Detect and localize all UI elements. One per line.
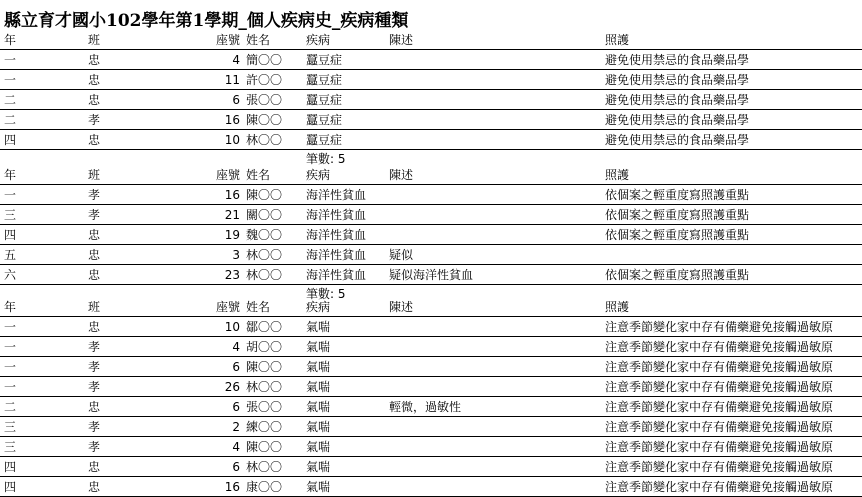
record-section	[0, 165, 862, 303]
record-section	[0, 297, 862, 497]
cell-care: 依個案之輕重度寫照護重點	[605, 268, 750, 282]
cell-class: 忠	[88, 73, 101, 87]
cell-class: 忠	[88, 53, 101, 67]
cell-disease: 氣喘	[306, 320, 331, 334]
cell-care: 注意季節變化家中存有備藥避免接觸過敏原	[605, 480, 834, 494]
cell-disease: 海洋性貧血	[306, 188, 367, 202]
header-disease: 疾病	[306, 300, 331, 314]
cell-class: 忠	[88, 93, 101, 107]
cell-name: 林〇〇	[246, 460, 283, 474]
cell-disease: 海洋性貧血	[306, 228, 367, 242]
cell-name: 張〇〇	[246, 93, 283, 107]
cell-disease: 氣喘	[306, 420, 331, 434]
table-row	[0, 90, 862, 110]
table-row	[0, 185, 862, 205]
cell-name: 許〇〇	[246, 73, 283, 87]
column-header-row	[0, 165, 862, 185]
cell-care: 避免使用禁忌的食品藥品學	[605, 133, 750, 147]
cell-seat: 19	[224, 228, 240, 242]
cell-name: 林〇〇	[246, 133, 283, 147]
table-row	[0, 377, 862, 397]
table-row	[0, 50, 862, 70]
table-row	[0, 205, 862, 225]
cell-name: 練〇〇	[246, 420, 283, 434]
cell-disease: 海洋性貧血	[306, 248, 367, 262]
cell-disease: 氣喘	[306, 440, 331, 454]
cell-seat: 11	[224, 73, 240, 87]
cell-name: 鄒〇〇	[246, 320, 283, 334]
cell-grade: 一	[4, 380, 17, 394]
cell-class: 忠	[88, 400, 101, 414]
cell-care: 依個案之輕重度寫照護重點	[605, 188, 750, 202]
table-row	[0, 337, 862, 357]
header-seat: 座號	[215, 168, 240, 182]
cell-seat: 6	[232, 360, 240, 374]
table-row	[0, 245, 862, 265]
cell-disease: 海洋性貧血	[306, 268, 367, 282]
cell-class: 忠	[88, 320, 101, 334]
cell-seat: 4	[232, 53, 240, 67]
cell-care: 注意季節變化家中存有備藥避免接觸過敏原	[605, 360, 834, 374]
cell-name: 林〇〇	[246, 248, 283, 262]
cell-class: 孝	[88, 360, 101, 374]
record-count: 筆數: 5	[306, 152, 346, 166]
cell-seat: 10	[224, 133, 240, 147]
cell-care: 注意季節變化家中存有備藥避免接觸過敏原	[605, 320, 834, 334]
cell-seat: 3	[232, 248, 240, 262]
cell-disease: 氣喘	[306, 480, 331, 494]
header-description: 陳述	[389, 168, 414, 182]
cell-class: 孝	[88, 380, 101, 394]
cell-care: 避免使用禁忌的食品藥品學	[605, 93, 750, 107]
column-header-row	[0, 297, 862, 317]
cell-grade: 一	[4, 340, 17, 354]
cell-name: 陳〇〇	[246, 440, 283, 454]
header-disease: 疾病	[306, 33, 331, 47]
cell-grade: 三	[4, 440, 17, 454]
cell-class: 忠	[88, 248, 101, 262]
header-grade: 年	[4, 33, 17, 47]
cell-disease: 氣喘	[306, 380, 331, 394]
cell-disease: 氣喘	[306, 360, 331, 374]
cell-care: 依個案之輕重度寫照護重點	[605, 228, 750, 242]
cell-class: 忠	[88, 133, 101, 147]
record-count: 筆數: 5	[306, 287, 346, 301]
header-description: 陳述	[389, 33, 414, 47]
cell-care: 注意季節變化家中存有備藥避免接觸過敏原	[605, 440, 834, 454]
cell-seat: 6	[232, 93, 240, 107]
cell-name: 陳〇〇	[246, 360, 283, 374]
cell-seat: 10	[224, 320, 240, 334]
cell-class: 忠	[88, 480, 101, 494]
cell-care: 注意季節變化家中存有備藥避免接觸過敏原	[605, 460, 834, 474]
header-seat: 座號	[215, 300, 240, 314]
header-grade: 年	[4, 300, 17, 314]
cell-care: 注意季節變化家中存有備藥避免接觸過敏原	[605, 380, 834, 394]
cell-care: 避免使用禁忌的食品藥品學	[605, 113, 750, 127]
cell-description: 疑似	[389, 248, 414, 262]
cell-description: 輕微，過敏性	[389, 400, 462, 414]
cell-name: 胡〇〇	[246, 340, 283, 354]
cell-disease: 蠶豆症	[306, 93, 343, 107]
table-row	[0, 265, 862, 285]
cell-seat: 2	[232, 420, 240, 434]
header-disease: 疾病	[306, 168, 331, 182]
cell-grade: 一	[4, 360, 17, 374]
table-row	[0, 70, 862, 90]
cell-name: 關〇〇	[246, 208, 283, 222]
header-description: 陳述	[389, 300, 414, 314]
cell-disease: 氣喘	[306, 400, 331, 414]
cell-seat: 16	[224, 113, 240, 127]
header-class: 班	[88, 168, 101, 182]
cell-class: 孝	[88, 208, 101, 222]
cell-name: 康〇〇	[246, 480, 283, 494]
cell-grade: 四	[4, 480, 17, 494]
cell-grade: 一	[4, 320, 17, 334]
cell-care: 避免使用禁忌的食品藥品學	[605, 73, 750, 87]
cell-grade: 六	[4, 268, 17, 282]
header-grade: 年	[4, 168, 17, 182]
header-class: 班	[88, 33, 101, 47]
cell-seat: 21	[224, 208, 240, 222]
table-row	[0, 130, 862, 150]
cell-seat: 16	[224, 188, 240, 202]
cell-grade: 一	[4, 73, 17, 87]
header-name: 姓名	[246, 300, 271, 314]
cell-care: 依個案之輕重度寫照護重點	[605, 208, 750, 222]
cell-class: 忠	[88, 228, 101, 242]
cell-name: 林〇〇	[246, 380, 283, 394]
cell-description: 疑似海洋性貧血	[389, 268, 474, 282]
table-row	[0, 317, 862, 337]
header-care: 照護	[605, 300, 630, 314]
header-class: 班	[88, 300, 101, 314]
cell-class: 忠	[88, 268, 101, 282]
cell-care: 注意季節變化家中存有備藥避免接觸過敏原	[605, 420, 834, 434]
cell-grade: 四	[4, 228, 17, 242]
cell-seat: 26	[224, 380, 240, 394]
cell-seat: 16	[224, 480, 240, 494]
cell-grade: 五	[4, 248, 17, 262]
header-care: 照護	[605, 33, 630, 47]
cell-disease: 氣喘	[306, 460, 331, 474]
cell-disease: 氣喘	[306, 340, 331, 354]
header-care: 照護	[605, 168, 630, 182]
table-row	[0, 417, 862, 437]
table-row	[0, 397, 862, 417]
cell-class: 孝	[88, 440, 101, 454]
cell-disease: 蠶豆症	[306, 113, 343, 127]
cell-grade: 二	[4, 400, 17, 414]
cell-grade: 三	[4, 420, 17, 434]
cell-seat: 6	[232, 400, 240, 414]
cell-class: 孝	[88, 188, 101, 202]
header-seat: 座號	[215, 33, 240, 47]
record-section	[0, 30, 862, 168]
cell-grade: 一	[4, 53, 17, 67]
header-name: 姓名	[246, 168, 271, 182]
table-row	[0, 357, 862, 377]
cell-grade: 三	[4, 208, 17, 222]
cell-seat: 6	[232, 460, 240, 474]
cell-name: 簡〇〇	[246, 53, 283, 67]
cell-name: 陳〇〇	[246, 113, 283, 127]
cell-grade: 四	[4, 460, 17, 474]
cell-care: 避免使用禁忌的食品藥品學	[605, 53, 750, 67]
header-name: 姓名	[246, 33, 271, 47]
report-title: 縣立育才國小102學年第1學期_個人疾病史_疾病種類	[4, 11, 409, 31]
cell-class: 忠	[88, 460, 101, 474]
cell-name: 林〇〇	[246, 268, 283, 282]
cell-seat: 4	[232, 440, 240, 454]
cell-seat: 4	[232, 340, 240, 354]
cell-grade: 一	[4, 188, 17, 202]
column-header-row	[0, 30, 862, 50]
cell-name: 張〇〇	[246, 400, 283, 414]
cell-grade: 四	[4, 133, 17, 147]
cell-care: 注意季節變化家中存有備藥避免接觸過敏原	[605, 400, 834, 414]
cell-name: 魏〇〇	[246, 228, 283, 242]
cell-care: 注意季節變化家中存有備藥避免接觸過敏原	[605, 340, 834, 354]
cell-name: 陳〇〇	[246, 188, 283, 202]
cell-class: 孝	[88, 113, 101, 127]
cell-disease: 蠶豆症	[306, 73, 343, 87]
cell-disease: 蠶豆症	[306, 133, 343, 147]
table-row	[0, 477, 862, 497]
cell-grade: 二	[4, 93, 17, 107]
table-row	[0, 225, 862, 245]
table-row	[0, 457, 862, 477]
table-row	[0, 437, 862, 457]
cell-disease: 海洋性貧血	[306, 208, 367, 222]
cell-class: 孝	[88, 420, 101, 434]
cell-disease: 蠶豆症	[306, 53, 343, 67]
cell-grade: 二	[4, 113, 17, 127]
cell-seat: 23	[224, 268, 240, 282]
cell-class: 孝	[88, 340, 101, 354]
table-row	[0, 110, 862, 130]
